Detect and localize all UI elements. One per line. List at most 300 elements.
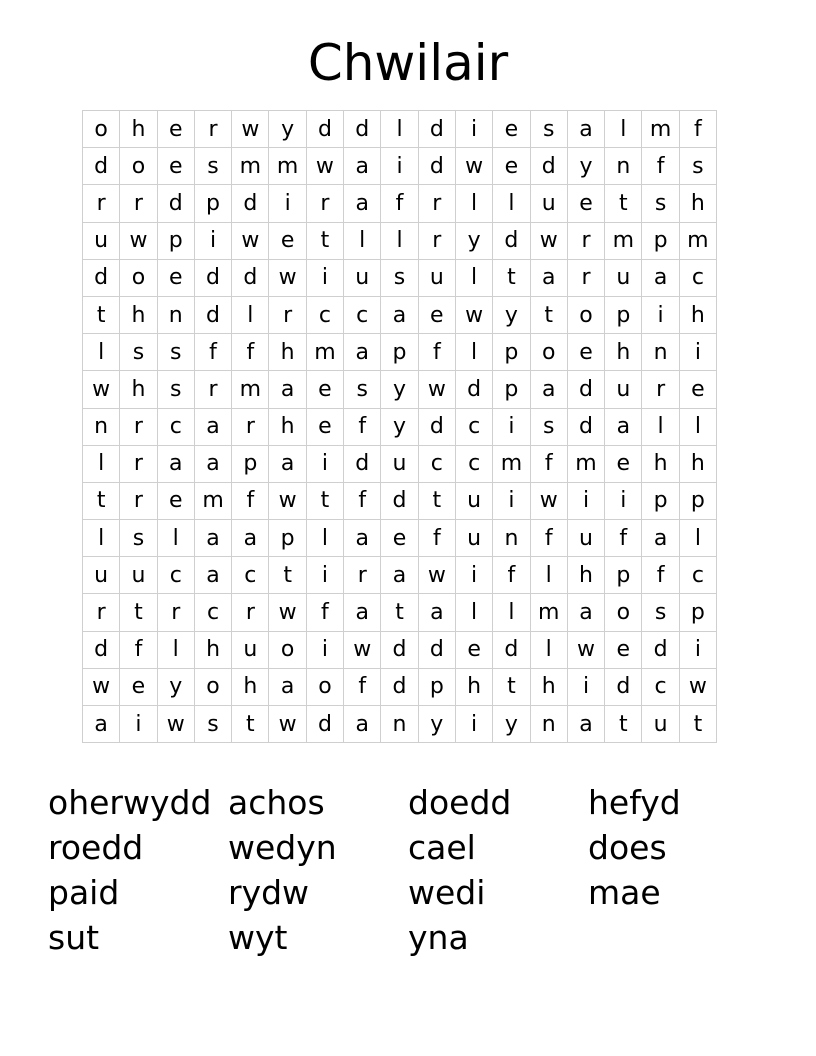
- grid-cell[interactable]: o: [307, 669, 344, 706]
- grid-cell[interactable]: p: [493, 334, 530, 371]
- grid-cell[interactable]: p: [381, 334, 418, 371]
- grid-cell[interactable]: i: [456, 557, 493, 594]
- grid-cell[interactable]: i: [381, 148, 418, 185]
- grid-cell[interactable]: d: [568, 409, 605, 446]
- grid-cell[interactable]: l: [642, 409, 679, 446]
- grid-cell[interactable]: l: [531, 632, 568, 669]
- grid-cell[interactable]: h: [120, 297, 157, 334]
- grid-cell[interactable]: c: [680, 557, 717, 594]
- grid-cell[interactable]: i: [642, 297, 679, 334]
- grid-cell[interactable]: o: [269, 632, 306, 669]
- grid-cell[interactable]: n: [605, 148, 642, 185]
- grid-cell[interactable]: t: [307, 223, 344, 260]
- grid-cell[interactable]: y: [456, 223, 493, 260]
- grid-cell[interactable]: u: [83, 223, 120, 260]
- grid-cell[interactable]: r: [344, 557, 381, 594]
- grid-cell[interactable]: h: [269, 334, 306, 371]
- grid-cell[interactable]: u: [456, 483, 493, 520]
- grid-cell[interactable]: r: [120, 409, 157, 446]
- grid-cell[interactable]: d: [344, 446, 381, 483]
- grid-cell[interactable]: p: [419, 669, 456, 706]
- grid-cell[interactable]: n: [83, 409, 120, 446]
- grid-cell[interactable]: p: [680, 483, 717, 520]
- grid-cell[interactable]: s: [195, 148, 232, 185]
- grid-cell[interactable]: e: [307, 409, 344, 446]
- grid-cell[interactable]: o: [120, 260, 157, 297]
- grid-cell[interactable]: c: [232, 557, 269, 594]
- grid-cell[interactable]: e: [605, 632, 642, 669]
- grid-cell[interactable]: d: [568, 371, 605, 408]
- grid-cell[interactable]: i: [269, 185, 306, 222]
- grid-cell[interactable]: a: [568, 111, 605, 148]
- grid-cell[interactable]: l: [232, 297, 269, 334]
- grid-cell[interactable]: a: [381, 557, 418, 594]
- grid-row: [83, 446, 717, 483]
- grid-cell[interactable]: w: [419, 557, 456, 594]
- grid-cell[interactable]: a: [158, 446, 195, 483]
- grid-cell[interactable]: p: [269, 520, 306, 557]
- grid-cell[interactable]: h: [680, 446, 717, 483]
- grid-cell[interactable]: f: [232, 483, 269, 520]
- grid-cell[interactable]: d: [493, 632, 530, 669]
- grid-cell[interactable]: e: [568, 185, 605, 222]
- grid-cell[interactable]: t: [605, 706, 642, 743]
- grid-cell[interactable]: f: [419, 520, 456, 557]
- grid-cell[interactable]: t: [680, 706, 717, 743]
- grid-cell[interactable]: n: [493, 520, 530, 557]
- grid-cell[interactable]: r: [195, 111, 232, 148]
- grid-cell[interactable]: f: [642, 148, 679, 185]
- grid-cell[interactable]: e: [493, 148, 530, 185]
- grid-cell[interactable]: r: [120, 185, 157, 222]
- grid-cell[interactable]: i: [307, 446, 344, 483]
- grid-cell[interactable]: f: [493, 557, 530, 594]
- grid-cell[interactable]: f: [419, 334, 456, 371]
- grid-cell[interactable]: l: [456, 334, 493, 371]
- grid-cell[interactable]: d: [493, 223, 530, 260]
- grid-cell[interactable]: m: [568, 446, 605, 483]
- grid-cell[interactable]: y: [568, 148, 605, 185]
- grid-cell[interactable]: r: [419, 185, 456, 222]
- grid-cell[interactable]: t: [381, 594, 418, 631]
- grid-cell[interactable]: d: [83, 632, 120, 669]
- grid-cell[interactable]: a: [232, 520, 269, 557]
- grid-cell[interactable]: h: [195, 632, 232, 669]
- grid-cell[interactable]: f: [344, 409, 381, 446]
- grid-cell[interactable]: a: [381, 297, 418, 334]
- grid-cell[interactable]: o: [605, 594, 642, 631]
- grid-cell[interactable]: l: [307, 520, 344, 557]
- grid-cell[interactable]: a: [344, 520, 381, 557]
- grid-cell[interactable]: e: [158, 148, 195, 185]
- grid-cell[interactable]: t: [120, 594, 157, 631]
- grid-cell[interactable]: i: [307, 260, 344, 297]
- grid-cell[interactable]: a: [605, 409, 642, 446]
- grid-cell[interactable]: w: [531, 483, 568, 520]
- grid-cell[interactable]: h: [680, 297, 717, 334]
- grid-cell[interactable]: e: [158, 260, 195, 297]
- grid-cell[interactable]: d: [605, 669, 642, 706]
- grid-cell[interactable]: l: [344, 223, 381, 260]
- grid-cell[interactable]: r: [232, 594, 269, 631]
- grid-cell[interactable]: l: [456, 260, 493, 297]
- grid-cell[interactable]: a: [344, 148, 381, 185]
- grid-cell[interactable]: a: [568, 706, 605, 743]
- grid-cell[interactable]: r: [642, 371, 679, 408]
- grid-cell[interactable]: r: [83, 185, 120, 222]
- grid-cell[interactable]: w: [232, 111, 269, 148]
- grid-cell[interactable]: l: [83, 334, 120, 371]
- grid-cell[interactable]: t: [605, 185, 642, 222]
- grid-cell[interactable]: i: [680, 334, 717, 371]
- grid-cell[interactable]: c: [158, 409, 195, 446]
- grid-cell[interactable]: p: [642, 483, 679, 520]
- puzzle-title: Chwilair: [307, 34, 509, 92]
- grid-cell[interactable]: u: [83, 557, 120, 594]
- grid-cell[interactable]: i: [307, 632, 344, 669]
- grid-cell[interactable]: w: [269, 260, 306, 297]
- grid-cell[interactable]: c: [344, 297, 381, 334]
- grid-cell[interactable]: i: [456, 706, 493, 743]
- grid-cell[interactable]: d: [195, 297, 232, 334]
- grid-cell[interactable]: o: [568, 297, 605, 334]
- grid-cell[interactable]: e: [680, 371, 717, 408]
- grid-cell[interactable]: a: [344, 334, 381, 371]
- word-list: [48, 780, 768, 960]
- grid-cell[interactable]: w: [531, 223, 568, 260]
- grid-cell[interactable]: u: [605, 371, 642, 408]
- grid-cell[interactable]: w: [232, 223, 269, 260]
- grid-cell[interactable]: s: [531, 409, 568, 446]
- grid-cell[interactable]: w: [83, 371, 120, 408]
- grid-cell[interactable]: u: [232, 632, 269, 669]
- grid-cell[interactable]: w: [158, 706, 195, 743]
- grid-cell[interactable]: a: [642, 520, 679, 557]
- grid-cell[interactable]: p: [680, 594, 717, 631]
- grid-cell[interactable]: r: [232, 409, 269, 446]
- grid-cell[interactable]: m: [232, 371, 269, 408]
- grid-cell[interactable]: d: [232, 185, 269, 222]
- grid-cell[interactable]: c: [456, 409, 493, 446]
- grid-cell[interactable]: p: [493, 371, 530, 408]
- grid-cell[interactable]: h: [568, 557, 605, 594]
- grid-cell[interactable]: f: [605, 520, 642, 557]
- grid-cell[interactable]: r: [568, 223, 605, 260]
- grid-cell[interactable]: m: [531, 594, 568, 631]
- grid-cell[interactable]: c: [456, 446, 493, 483]
- grid-cell[interactable]: l: [158, 520, 195, 557]
- grid-cell[interactable]: a: [195, 520, 232, 557]
- grid-cell[interactable]: a: [419, 594, 456, 631]
- grid-cell[interactable]: d: [307, 706, 344, 743]
- grid-cell[interactable]: i: [493, 409, 530, 446]
- grid-cell[interactable]: r: [120, 446, 157, 483]
- grid-cell[interactable]: p: [195, 185, 232, 222]
- grid-cell[interactable]: a: [531, 260, 568, 297]
- grid-cell[interactable]: f: [642, 557, 679, 594]
- grid-cell[interactable]: r: [195, 371, 232, 408]
- grid-cell[interactable]: l: [605, 111, 642, 148]
- grid-cell[interactable]: m: [195, 483, 232, 520]
- grid-cell[interactable]: w: [269, 706, 306, 743]
- grid-cell[interactable]: c: [307, 297, 344, 334]
- grid-cell[interactable]: a: [269, 669, 306, 706]
- grid-cell[interactable]: p: [158, 223, 195, 260]
- grid-cell[interactable]: s: [680, 148, 717, 185]
- grid-cell[interactable]: m: [269, 148, 306, 185]
- grid-cell[interactable]: a: [568, 594, 605, 631]
- grid-cell[interactable]: a: [344, 594, 381, 631]
- grid-cell[interactable]: w: [344, 632, 381, 669]
- grid-cell[interactable]: l: [158, 632, 195, 669]
- grid-cell[interactable]: s: [120, 520, 157, 557]
- grid-cell[interactable]: h: [269, 409, 306, 446]
- grid-cell[interactable]: d: [419, 111, 456, 148]
- grid-cell[interactable]: r: [307, 185, 344, 222]
- grid-cell[interactable]: n: [531, 706, 568, 743]
- grid-cell[interactable]: n: [158, 297, 195, 334]
- grid-cell[interactable]: l: [680, 409, 717, 446]
- grid-cell[interactable]: a: [83, 706, 120, 743]
- grid-cell[interactable]: w: [419, 371, 456, 408]
- grid-cell[interactable]: s: [344, 371, 381, 408]
- grid-cell[interactable]: d: [381, 483, 418, 520]
- grid-cell[interactable]: m: [680, 223, 717, 260]
- grid-cell[interactable]: a: [642, 260, 679, 297]
- grid-cell[interactable]: w: [680, 669, 717, 706]
- word-item: yna: [408, 918, 469, 957]
- grid-cell[interactable]: d: [195, 260, 232, 297]
- grid-cell[interactable]: i: [195, 223, 232, 260]
- grid-cell[interactable]: d: [83, 260, 120, 297]
- grid-cell[interactable]: h: [642, 446, 679, 483]
- grid-cell[interactable]: t: [307, 483, 344, 520]
- grid-cell[interactable]: u: [419, 260, 456, 297]
- grid-cell[interactable]: e: [381, 520, 418, 557]
- grid-cell[interactable]: e: [158, 111, 195, 148]
- grid-cell[interactable]: t: [83, 483, 120, 520]
- grid-cell[interactable]: i: [605, 483, 642, 520]
- grid-cell[interactable]: h: [456, 669, 493, 706]
- grid-cell[interactable]: w: [269, 483, 306, 520]
- grid-cell[interactable]: w: [456, 148, 493, 185]
- grid-row: [83, 594, 717, 631]
- word-column: [588, 780, 768, 960]
- grid-cell[interactable]: d: [456, 371, 493, 408]
- grid-cell[interactable]: d: [381, 632, 418, 669]
- grid-cell[interactable]: d: [307, 111, 344, 148]
- grid-cell[interactable]: w: [120, 223, 157, 260]
- grid-cell[interactable]: e: [419, 297, 456, 334]
- grid-cell[interactable]: u: [642, 706, 679, 743]
- grid-cell[interactable]: r: [158, 594, 195, 631]
- grid-cell[interactable]: d: [531, 148, 568, 185]
- grid-cell[interactable]: r: [419, 223, 456, 260]
- grid-cell[interactable]: i: [568, 483, 605, 520]
- grid-cell[interactable]: c: [419, 446, 456, 483]
- grid-cell[interactable]: r: [120, 483, 157, 520]
- grid-cell[interactable]: u: [531, 185, 568, 222]
- grid-cell[interactable]: d: [232, 260, 269, 297]
- grid-cell[interactable]: l: [531, 557, 568, 594]
- grid-cell[interactable]: d: [83, 148, 120, 185]
- grid-cell[interactable]: y: [381, 409, 418, 446]
- grid-cell[interactable]: s: [120, 334, 157, 371]
- grid-cell[interactable]: l: [381, 223, 418, 260]
- grid-cell[interactable]: s: [158, 371, 195, 408]
- grid-cell[interactable]: h: [232, 669, 269, 706]
- grid-cell[interactable]: u: [120, 557, 157, 594]
- grid-cell[interactable]: p: [642, 223, 679, 260]
- grid-cell[interactable]: d: [419, 632, 456, 669]
- grid-cell[interactable]: d: [419, 409, 456, 446]
- grid-cell[interactable]: h: [531, 669, 568, 706]
- grid-cell[interactable]: d: [419, 148, 456, 185]
- grid-cell[interactable]: o: [195, 669, 232, 706]
- grid-cell[interactable]: c: [158, 557, 195, 594]
- grid-cell[interactable]: s: [642, 185, 679, 222]
- grid-cell[interactable]: o: [120, 148, 157, 185]
- grid-cell[interactable]: y: [269, 111, 306, 148]
- grid-cell[interactable]: m: [493, 446, 530, 483]
- grid-cell[interactable]: l: [456, 594, 493, 631]
- grid-cell[interactable]: l: [680, 520, 717, 557]
- grid-cell[interactable]: f: [531, 520, 568, 557]
- grid-cell[interactable]: w: [456, 297, 493, 334]
- grid-cell[interactable]: c: [680, 260, 717, 297]
- grid-cell[interactable]: s: [381, 260, 418, 297]
- grid-cell[interactable]: d: [344, 111, 381, 148]
- grid-cell[interactable]: a: [195, 557, 232, 594]
- grid-cell[interactable]: u: [381, 446, 418, 483]
- grid-cell[interactable]: m: [642, 111, 679, 148]
- word-item: wyt: [228, 918, 288, 957]
- grid-cell[interactable]: h: [605, 334, 642, 371]
- grid-cell[interactable]: r: [269, 297, 306, 334]
- grid-cell[interactable]: h: [120, 111, 157, 148]
- grid-cell[interactable]: f: [344, 483, 381, 520]
- grid-cell[interactable]: i: [456, 111, 493, 148]
- grid-cell[interactable]: a: [344, 185, 381, 222]
- grid-cell[interactable]: t: [493, 669, 530, 706]
- grid-cell[interactable]: m: [232, 148, 269, 185]
- grid-cell[interactable]: i: [493, 483, 530, 520]
- grid-cell[interactable]: m: [307, 334, 344, 371]
- grid-cell[interactable]: c: [195, 594, 232, 631]
- grid-cell[interactable]: f: [531, 446, 568, 483]
- grid-cell[interactable]: e: [269, 223, 306, 260]
- grid-cell[interactable]: y: [419, 706, 456, 743]
- grid-cell[interactable]: u: [568, 520, 605, 557]
- word-column: [228, 780, 408, 960]
- grid-cell[interactable]: a: [269, 371, 306, 408]
- grid-cell[interactable]: y: [158, 669, 195, 706]
- grid-cell[interactable]: s: [158, 334, 195, 371]
- grid-cell[interactable]: t: [493, 260, 530, 297]
- word-item: doedd: [408, 783, 512, 822]
- grid-cell[interactable]: w: [269, 594, 306, 631]
- grid-cell[interactable]: e: [456, 632, 493, 669]
- grid-cell[interactable]: c: [642, 669, 679, 706]
- grid-cell[interactable]: e: [120, 669, 157, 706]
- grid-cell[interactable]: y: [493, 297, 530, 334]
- grid-cell[interactable]: l: [493, 594, 530, 631]
- word-column: [48, 780, 228, 960]
- grid-cell[interactable]: l: [493, 185, 530, 222]
- grid-cell[interactable]: e: [568, 334, 605, 371]
- grid-cell[interactable]: e: [158, 483, 195, 520]
- grid-cell[interactable]: e: [493, 111, 530, 148]
- grid-cell[interactable]: e: [605, 446, 642, 483]
- grid-cell[interactable]: a: [344, 706, 381, 743]
- grid-row: [83, 409, 717, 446]
- grid-cell[interactable]: n: [381, 706, 418, 743]
- grid-cell[interactable]: r: [568, 260, 605, 297]
- grid-cell[interactable]: u: [456, 520, 493, 557]
- grid-cell[interactable]: p: [232, 446, 269, 483]
- grid-cell[interactable]: w: [568, 632, 605, 669]
- grid-cell[interactable]: l: [83, 446, 120, 483]
- grid-cell[interactable]: t: [531, 297, 568, 334]
- grid-cell[interactable]: a: [195, 409, 232, 446]
- grid-cell[interactable]: d: [381, 669, 418, 706]
- grid-cell[interactable]: d: [642, 632, 679, 669]
- grid-cell[interactable]: r: [83, 594, 120, 631]
- grid-cell[interactable]: y: [381, 371, 418, 408]
- grid-cell[interactable]: u: [344, 260, 381, 297]
- grid-cell[interactable]: u: [605, 260, 642, 297]
- grid-cell[interactable]: d: [158, 185, 195, 222]
- grid-cell[interactable]: f: [344, 669, 381, 706]
- grid-cell[interactable]: i: [120, 706, 157, 743]
- grid-cell[interactable]: i: [680, 632, 717, 669]
- grid-cell[interactable]: a: [269, 446, 306, 483]
- grid-cell[interactable]: o: [83, 111, 120, 148]
- grid-cell[interactable]: l: [83, 520, 120, 557]
- grid-cell[interactable]: s: [195, 706, 232, 743]
- grid-cell[interactable]: n: [642, 334, 679, 371]
- grid-cell[interactable]: o: [531, 334, 568, 371]
- grid-cell[interactable]: h: [120, 371, 157, 408]
- grid-cell[interactable]: a: [195, 446, 232, 483]
- grid-cell[interactable]: f: [232, 334, 269, 371]
- grid-cell[interactable]: t: [419, 483, 456, 520]
- grid-cell[interactable]: e: [307, 371, 344, 408]
- grid-cell[interactable]: a: [531, 371, 568, 408]
- grid-cell[interactable]: f: [307, 594, 344, 631]
- grid-cell[interactable]: t: [269, 557, 306, 594]
- grid-cell[interactable]: f: [680, 111, 717, 148]
- grid-cell[interactable]: f: [381, 185, 418, 222]
- grid-cell[interactable]: s: [642, 594, 679, 631]
- grid-cell[interactable]: f: [120, 632, 157, 669]
- grid-cell[interactable]: t: [232, 706, 269, 743]
- grid-cell[interactable]: m: [605, 223, 642, 260]
- grid-cell[interactable]: t: [83, 297, 120, 334]
- grid-cell[interactable]: h: [680, 185, 717, 222]
- grid-cell[interactable]: p: [605, 297, 642, 334]
- grid-cell[interactable]: f: [195, 334, 232, 371]
- grid-cell[interactable]: l: [456, 185, 493, 222]
- grid-cell[interactable]: i: [568, 669, 605, 706]
- grid-cell[interactable]: w: [307, 148, 344, 185]
- grid-cell[interactable]: w: [83, 669, 120, 706]
- grid-cell[interactable]: p: [605, 557, 642, 594]
- grid-cell[interactable]: i: [307, 557, 344, 594]
- grid-cell[interactable]: l: [381, 111, 418, 148]
- grid-cell[interactable]: y: [493, 706, 530, 743]
- grid-cell[interactable]: s: [531, 111, 568, 148]
